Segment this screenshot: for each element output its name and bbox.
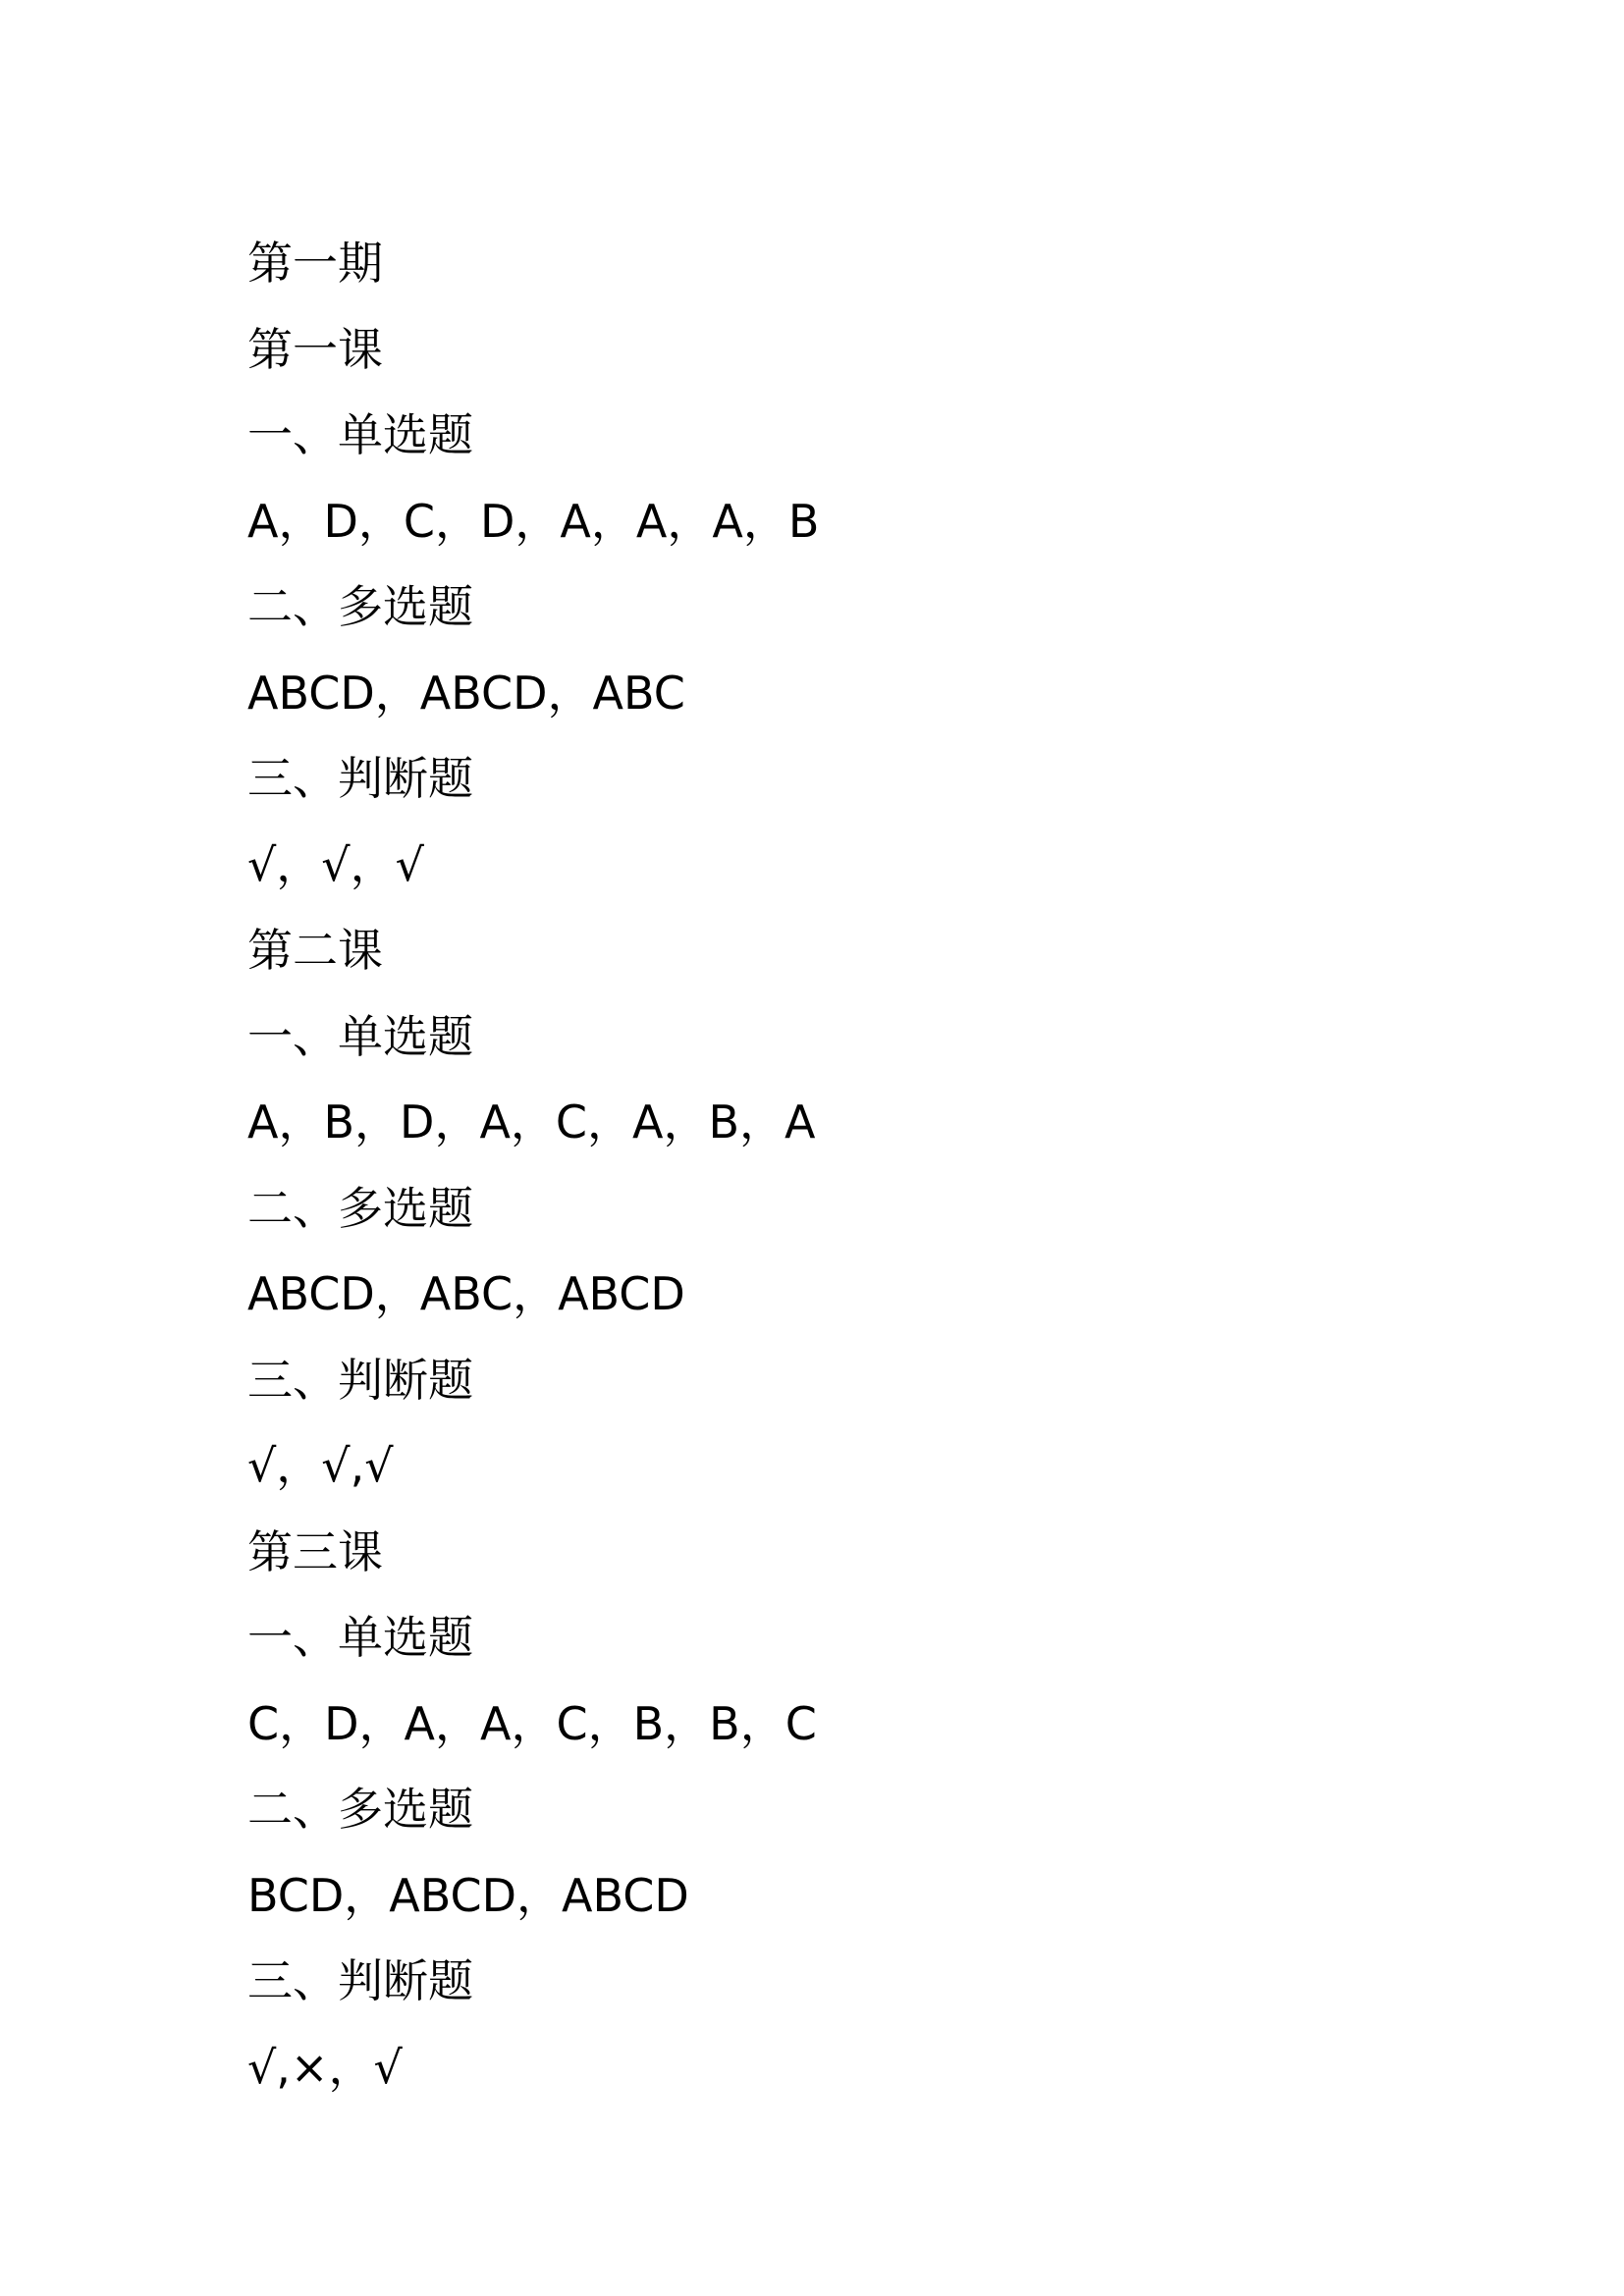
document-body: [247, 221, 1426, 2110]
true-false-answers: √，√,√: [247, 1439, 394, 1492]
single-choice-answers: A，B，D，A，C，A，B，A: [247, 1095, 816, 1148]
true-false-answers: √,×，√: [247, 2040, 403, 2094]
multiple-choice-answers: ABCD，ABC，ABCD: [247, 1267, 685, 1320]
lesson-title: 第二课: [247, 924, 383, 977]
true-false-heading: 三、判断题: [247, 1954, 473, 2007]
true-false-answers: √，√，√: [247, 837, 424, 891]
single-choice-heading: 一、单选题: [247, 408, 473, 461]
lesson-title: 第三课: [247, 1524, 383, 1578]
single-choice-answers: A，D，C，D，A，A，A，B: [247, 494, 820, 548]
multiple-choice-answers: BCD，ABCD，ABCD: [247, 1868, 689, 1922]
true-false-heading: 三、判断题: [247, 752, 473, 805]
multiple-choice-heading: 二、多选题: [247, 1783, 473, 1836]
multiple-choice-heading: 二、多选题: [247, 1181, 473, 1235]
single-choice-answers: C，D，A，A，C，B，B，C: [247, 1696, 817, 1750]
single-choice-heading: 一、单选题: [247, 1611, 473, 1664]
multiple-choice-answers: ABCD，ABCD，ABC: [247, 666, 685, 720]
multiple-choice-heading: 二、多选题: [247, 580, 473, 633]
single-choice-heading: 一、单选题: [247, 1009, 473, 1063]
true-false-heading: 三、判断题: [247, 1353, 473, 1407]
lesson-title: 第一课: [247, 322, 383, 376]
period-title: 第一期: [247, 237, 383, 290]
